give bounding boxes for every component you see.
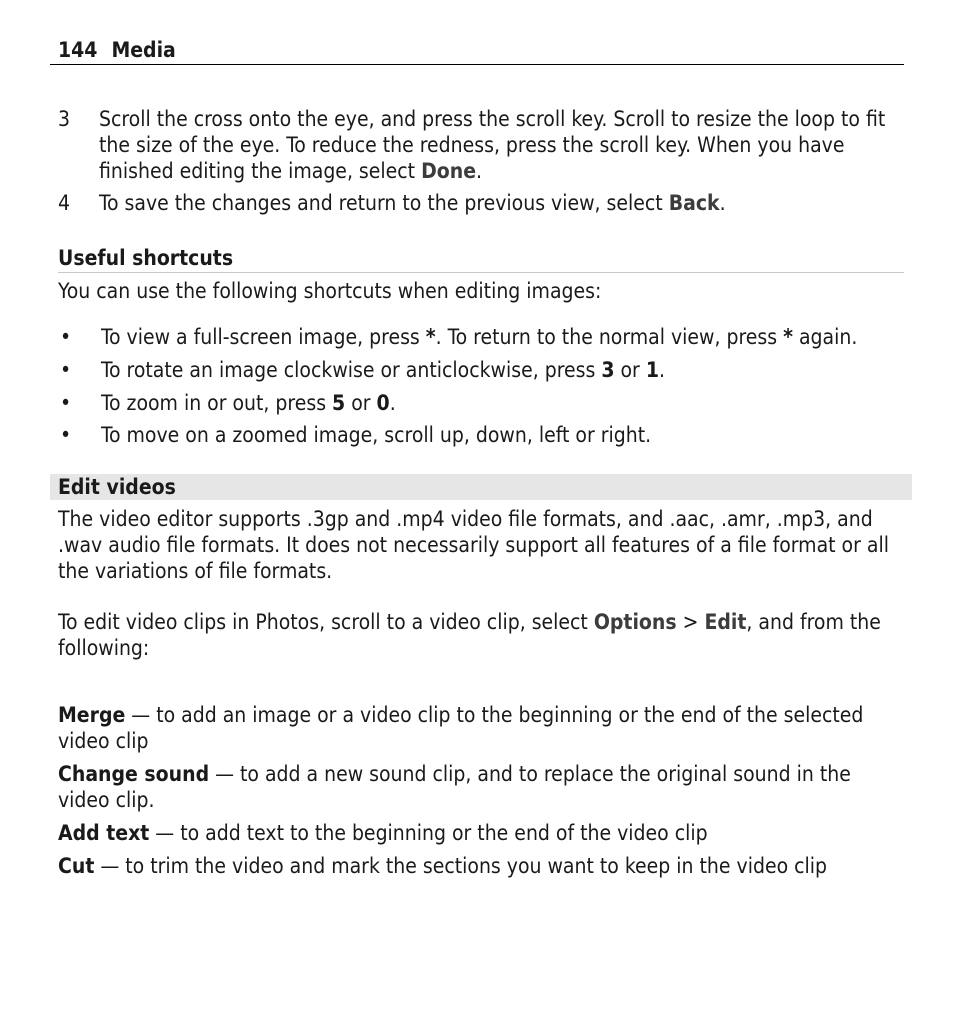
- ui-label-options: Options: [593, 610, 677, 634]
- option-name: Add text: [58, 821, 150, 845]
- key-label: 5: [332, 391, 346, 415]
- edit-videos-instructions: To edit video clips in Photos, scroll to a video clip, select Options > Edit, and from the following:: [58, 610, 881, 660]
- heading-useful-shortcuts: Useful shortcuts: [58, 245, 904, 273]
- step-text: Scroll the cross onto the eye, and press the scroll key. Scroll to resize the loop to fit the size of the eye. To reduce the redness, press the scroll key. When you have finished editing the image, select Done.: [99, 107, 886, 183]
- ui-label-back: Back: [668, 191, 720, 215]
- list-item: • To view a full-screen image, press *. To return to the normal view, press * again.: [60, 325, 858, 349]
- ui-label-done: Done: [421, 159, 477, 183]
- option-description: — to add a new sound clip, and to replace the original sound in the video clip.: [58, 762, 851, 812]
- key-label: *: [783, 325, 793, 349]
- key-label: 1: [645, 358, 659, 382]
- list-item: • To zoom in or out, press 5 or 0.: [60, 391, 396, 415]
- section-title: Media: [111, 38, 176, 62]
- option-add-text: [58, 820, 904, 846]
- option-name: Merge: [58, 703, 126, 727]
- list-item: • To move on a zoomed image, scroll up, down, left or right.: [60, 423, 652, 447]
- step-number: 3: [58, 107, 71, 131]
- ui-label-edit: Edit: [704, 610, 747, 634]
- step-4: [58, 190, 904, 216]
- edit-videos-formats: The video editor supports .3gp and .mp4 video file formats, and .aac, .amr, .mp3, and .wav audio file formats. It does not necessarily support all features of a file format or all the variations of file formats.: [58, 507, 889, 583]
- shortcuts-intro: You can use the following shortcuts when editing images:: [58, 279, 602, 303]
- option-change-sound: [58, 761, 904, 813]
- option-merge: [58, 702, 904, 754]
- bullet-mark: •: [60, 423, 72, 447]
- step-text: To save the changes and return to the previous view, select Back.: [99, 191, 726, 215]
- step-number: 4: [58, 191, 71, 215]
- page-number: 144: [58, 38, 98, 62]
- running-header: [50, 36, 904, 65]
- key-label: 0: [376, 391, 390, 415]
- key-label: *: [425, 325, 436, 349]
- bullet-mark: •: [60, 325, 72, 349]
- step-3: [58, 106, 904, 184]
- heading-edit-videos: Edit videos: [50, 474, 912, 500]
- option-description: — to add text to the beginning or the end of the video clip: [149, 821, 708, 845]
- list-item: • To rotate an image clockwise or anticlockwise, press 3 or 1.: [60, 358, 665, 382]
- key-label: 3: [601, 358, 615, 382]
- option-name: Cut: [58, 854, 95, 878]
- option-description: — to add an image or a video clip to the beginning or the end of the selected video clip: [58, 703, 864, 753]
- option-name: Change sound: [58, 762, 210, 786]
- option-cut: [58, 853, 904, 879]
- option-description: — to trim the video and mark the sections you want to keep in the video clip: [94, 854, 828, 878]
- bullet-mark: •: [60, 391, 72, 415]
- bullet-mark: •: [60, 358, 72, 382]
